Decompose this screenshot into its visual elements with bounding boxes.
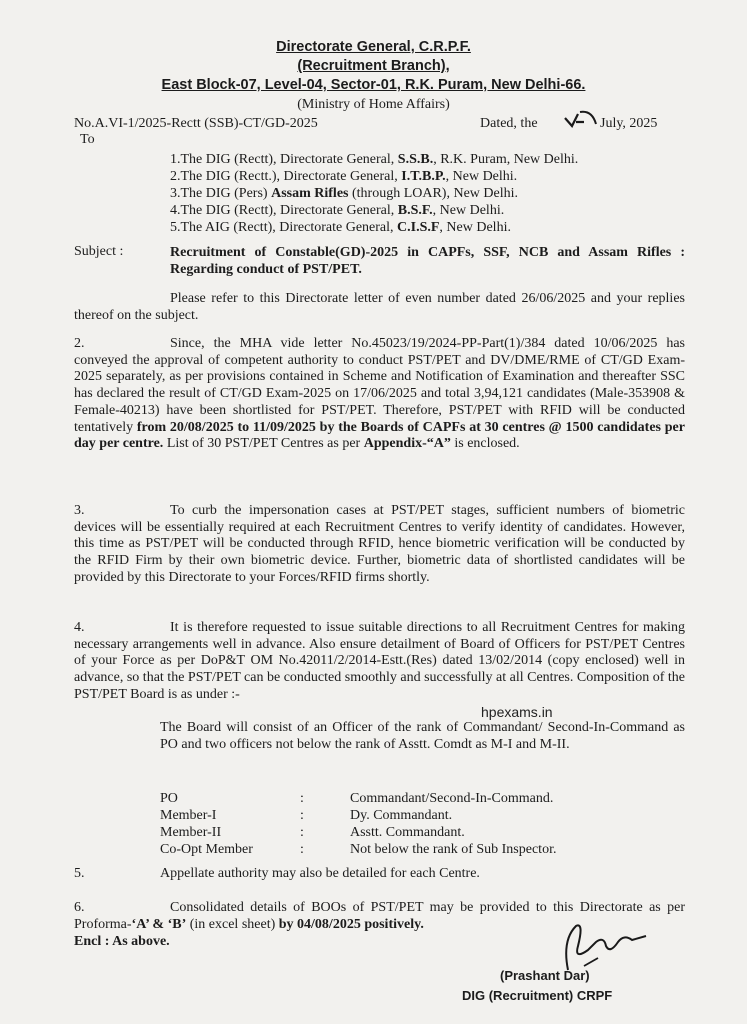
- table-row: Co-Opt Member : Not below the rank of Sub Inspector.: [160, 842, 557, 857]
- table-row: Member-I : Dy. Commandant.: [160, 808, 453, 823]
- signatory-name: (Prashant Dar): [500, 968, 590, 983]
- addressee-item: 2.The DIG (Rectt.), Directorate General, I.T.B.P., New Delhi.: [170, 169, 518, 184]
- website-watermark: hpexams.in: [478, 704, 556, 721]
- dated-value: July, 2025: [600, 116, 658, 131]
- paragraph-3-number: 3.: [74, 503, 85, 518]
- paragraph-5-number: 5.: [74, 866, 85, 881]
- paragraph-4: It is therefore requested to issue suitable directions to all Recruitment Centres for making necessary arrangements well in advance. Also ensure detailment of Board of Officers for PST/PET Centres of your Force as per DoP&T OM No.42011/2/2014-Estt.(Res) dated 13/02/2014 (copy enclosed) well in advance, so that the PST/PET can be conducted smoothly and successfully at all Centres. Composition of the PST/PET Board is as under :-: [74, 620, 685, 702]
- paragraph-6-number: 6.: [74, 900, 85, 915]
- board-table: [160, 790, 556, 858]
- date-handwritten-mark: [562, 108, 602, 132]
- table-row: PO : Commandant/Second-In-Command.: [160, 791, 554, 806]
- addressee-item: 3.The DIG (Pers) Assam Rifles (through LOAR), New Delhi.: [170, 186, 519, 201]
- paragraph-5: Appellate authority may also be detailed for each Centre.: [160, 866, 480, 881]
- dated-label: Dated, the: [480, 116, 538, 131]
- paragraph-3: To curb the impersonation cases at PST/PET stages, sufficient numbers of biometric devices will be essentially required at each Recruitment Centres to verify identity of candidates. However, this time as PST/PET will be conducted through RFID, hence biometric verification will be conducted by the RFID Firm by their own biometric device. Further, biometric data of shortlisted candidates will be provided by this Directorate to your Forces/RFID firms shortly.: [74, 503, 685, 585]
- addressee-item: 4.The DIG (Rectt), Directorate General, B.S.F., New Delhi.: [170, 203, 505, 218]
- paragraph-2-number: 2.: [74, 336, 85, 351]
- branch-name: (Recruitment Branch),: [297, 58, 450, 74]
- board-composition-text: The Board will consist of an Officer of the rank of Commandant/ Second-In-Command as PO and two officers not below the rank of Asstt. Comdt as M-I and M-II.: [160, 720, 685, 752]
- org-name: Directorate General, C.R.P.F.: [276, 39, 471, 55]
- to-label: To: [80, 132, 95, 147]
- addressee-item: 5.The AIG (Rectt), Directorate General, C.I.S.F, New Delhi.: [170, 220, 511, 235]
- subject-label: Subject :: [74, 244, 124, 259]
- enclosure-note: Encl : As above.: [74, 934, 170, 949]
- org-address: East Block-07, Level-04, Sector-01, R.K. Puram, New Delhi-66.: [161, 77, 586, 93]
- table-row: Member-II : Asstt. Commandant.: [160, 825, 465, 840]
- paragraph-4-number: 4.: [74, 620, 85, 635]
- addressee-item: 1.The DIG (Rectt), Directorate General, S.S.B., R.K. Puram, New Delhi.: [170, 152, 579, 167]
- paragraph-2: Since, the MHA vide letter No.45023/19/2024-PP-Part(1)/384 dated 10/06/2025 has conveyed the approval of competent authority to conduct PST/PET and DV/DME/RME of CT/GD Exam-2025 separately, as per provisions contained in Scheme and Notification of Examination and thereafter SSC has declared the result of CT/GD Exam-2025 on 17/06/2025 and total 3,94,121 candidates (Male-353908 & Female-40213) have been shortlisted for PST/PET. Therefore, PST/PET with RFID will be conducted tentatively from 20/08/2025 to 11/09/2025 by the Boards of CAPFs at 30 centres @ 1500 candidates per day per centre. List of 30 PST/PET Centres as per Appendix-“A” is enclosed.: [74, 336, 685, 452]
- subject-text: Recruitment of Constable(GD)-2025 in CAPFs, SSF, NCB and Assam Rifles : Regarding conduct of PST/PET.: [170, 245, 685, 277]
- paragraph-6: Consolidated details of BOOs of PST/PET may be provided to this Directorate as per Proforma-‘A’ & ‘B’ (in excel sheet) by 04/08/2025 positively.: [74, 900, 685, 932]
- ministry-name: (Ministry of Home Affairs): [297, 97, 450, 112]
- paragraph-1: Please refer to this Directorate letter of even number dated 26/06/2025 and your replies thereof on the subject.: [74, 291, 685, 323]
- signatory-designation: DIG (Recruitment) CRPF: [462, 988, 613, 1003]
- reference-number: No.A.VI-1/2025-Rectt (SSB)-CT/GD-2025: [74, 116, 318, 131]
- addressee-list: [170, 151, 578, 236]
- letterhead: [0, 38, 747, 114]
